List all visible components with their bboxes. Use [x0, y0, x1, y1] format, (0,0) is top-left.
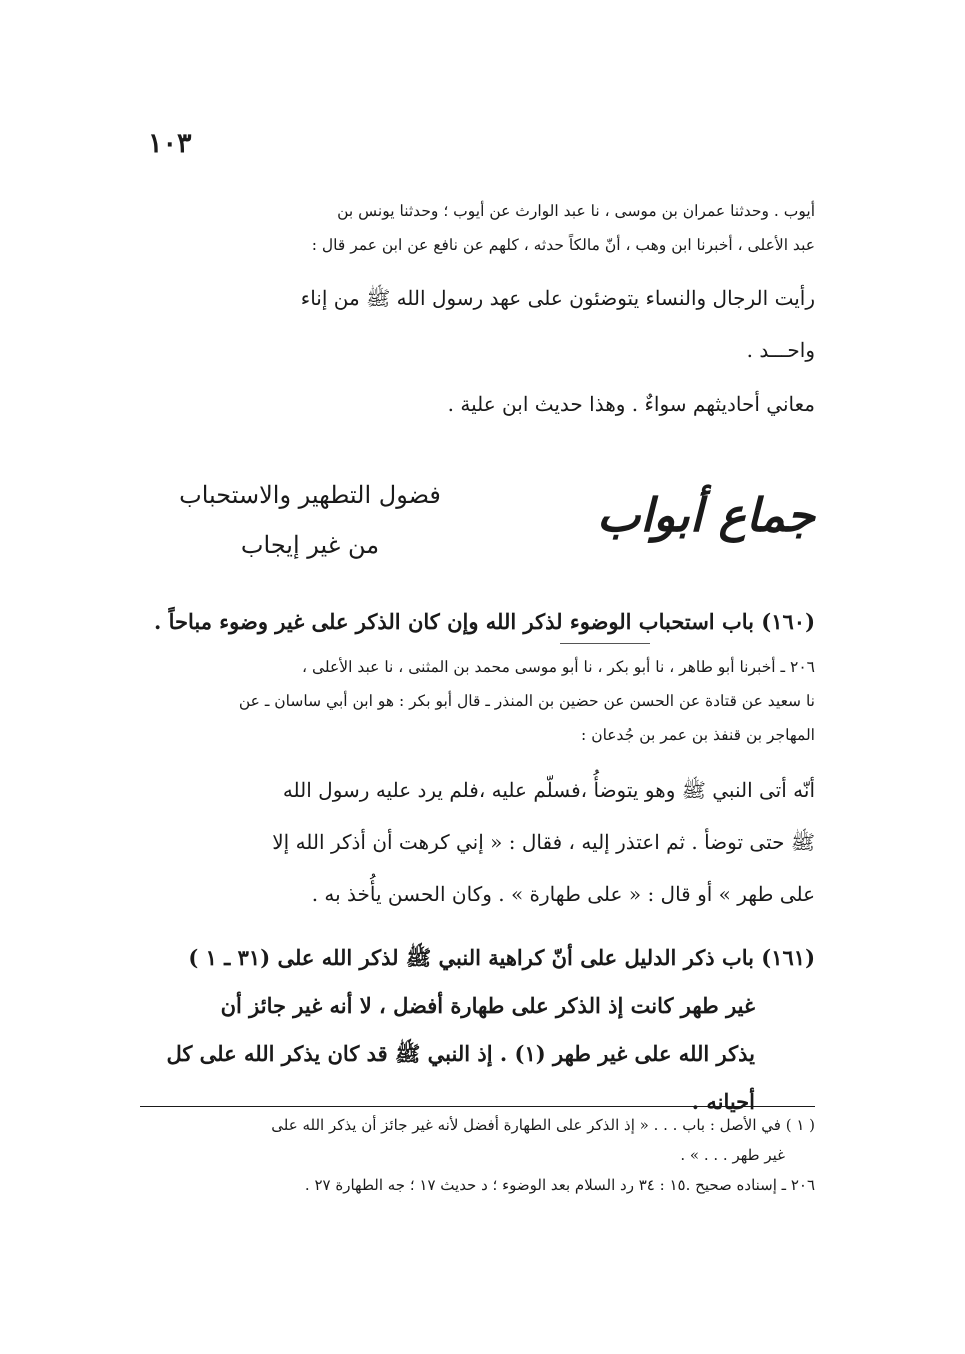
chapter-161-title: [145, 934, 815, 1126]
footnotes: [145, 1110, 815, 1200]
hadith-206-text: [145, 764, 815, 920]
page-number: ١٠٣: [148, 128, 192, 159]
text-line: رأيت الرجال والنساء يتوضئون على عهد رسول الله ﷺ من إناء: [300, 286, 815, 310]
chapter-160-title: [145, 598, 815, 646]
text-line: (١٦٠) باب استحباب الوضوء لذكر الله وإن كان الذكر على غير وضوء مباحاً .: [153, 609, 815, 634]
subtitle-line: فضول التطهير والاستحباب: [179, 481, 441, 509]
section-heading: [140, 470, 815, 580]
footnote-line: غير طهر . . . » .: [680, 1146, 785, 1164]
text-line: (١٦١) باب ذكر الدليل على أنّ كراهية النبي ﷺ لذكر الله على (٣١ ـ ١ ): [188, 945, 815, 970]
text-line: أنّه أتى النبي ﷺ وهو يتوضأُ ،فسلّم عليه ،فلم يرد عليه رسول الله: [282, 778, 815, 802]
footnote-line: ( ١ ) في الأصل : باب . . . « إذ الذكر على الطهارة أفضل لأنه غير جائز أن يذكر الله على: [271, 1116, 815, 1134]
text-line: نا سعيد عن قتادة عن الحسن عن حضين بن المنذر ـ قال أبو بكر : هو ابن أبي ساسان ـ عن: [238, 692, 815, 710]
section-subtitle: [140, 470, 480, 570]
text-line: أيوب . وحدثنا عمران بن موسى ، نا عبد الوارث عن أيوب ؛ وحدثنا يونس بن: [337, 202, 815, 220]
text-line: المهاجر بن قنفذ بن عمر بن جُدعان :: [581, 726, 815, 744]
text-line: عبد الأعلى ، أخبرنا ابن وهب ، أنّ مالكاً حدثه ، كلهم عن نافع عن ابن عمر قال :: [311, 236, 815, 254]
footnote-line: ٢٠٦ ـ إسناده صحيح .١٥ : ٣٤ رد السلام بعد الوضوء ؛ د حديث ١٧ ؛ جه الطهارة ٢٧ .: [304, 1176, 815, 1194]
hadith-text: [145, 272, 815, 376]
text-line: ﷺ حتى توضأ . ثم اعتذر إليه ، فقال : « إني كرهت أن أذكر الله إلا: [272, 830, 815, 854]
section-calligraphy-title: جماع أبواب: [597, 488, 815, 542]
footnote-separator: [140, 1106, 815, 1107]
hadith-note: [295, 378, 815, 430]
hadith-206-chain: [145, 650, 815, 752]
text-line: واحـــد .: [746, 338, 815, 362]
text-line: غير طهر كانت إذ الذكر على طهارة أفضل ، لا أنه غير جائز أن: [220, 993, 755, 1018]
decorative-rule: [560, 643, 650, 644]
text-line: ٢٠٦ ـ أخبرنا أبو طاهر ، نا أبو بكر ، نا أبو موسى محمد بن المثنى ، نا عبد الأعلى ،: [302, 658, 815, 676]
text-line: على طهر » أو قال : « على طهارة » . وكان الحسن يأُخذ به .: [311, 882, 815, 906]
text-line: يذكر الله على غير طهر (١) . إذ النبي ﷺ قد كان يذكر الله على كل: [166, 1041, 755, 1066]
text-line: أحيانه .: [691, 1089, 755, 1114]
text-line: معاني أحاديثهم سواءٌ . وهذا حديث ابن علية .: [447, 392, 815, 416]
subtitle-line: من غير إيجاب: [240, 531, 380, 559]
intro-chain-text: [145, 194, 815, 262]
